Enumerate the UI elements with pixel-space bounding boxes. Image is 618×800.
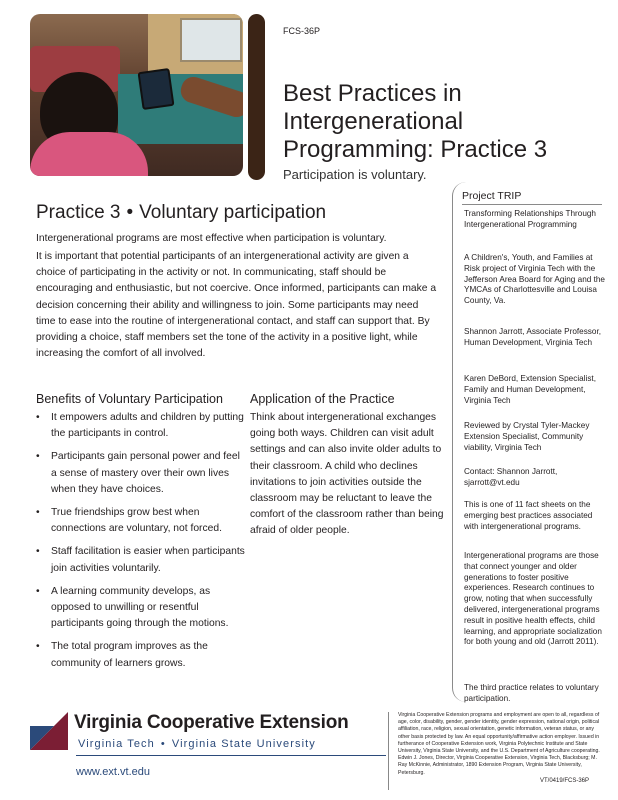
- list-item: [36, 449, 248, 498]
- page-title: [283, 80, 603, 164]
- application-text: Think about intergenerational exchanges going both ways. Children can visit adult settings and can also invite older adults to their classroom. A child who declines invitations to join activities outside the classroom may be reluctant to leave the comfort of the classroom rather than being afraid of older people.: [250, 412, 444, 537]
- bullet-glyph: •: [36, 641, 40, 653]
- benefit-text: Participants gain personal power and feel a sense of mastery over their own lives when they have choices.: [51, 451, 240, 495]
- intro-paragraph: Intergenerational programs are most effective when participation is voluntary.: [36, 233, 387, 244]
- benefit-text: Staff facilitation is easier when participants join activities voluntarily.: [51, 546, 245, 574]
- list-item: [36, 639, 248, 671]
- vce-logo-icon: [30, 712, 68, 750]
- sidebar-paragraph: Intergenerational programs are those that connect younger and older generations to foster positive experiences. Research continues to grow, noting that when successfully delivered, intergenerational programs result in positive health effects, child learning, and appropriate socialization for both young and old (Jarrott 2011).: [464, 551, 602, 647]
- header-photo: [30, 14, 243, 176]
- bullet-glyph: •: [36, 451, 40, 463]
- benefit-text: It empowers adults and children by putting the participants in control.: [51, 412, 244, 440]
- footer-rule: [76, 755, 386, 756]
- sidebar-title: Project TRIP: [462, 190, 522, 202]
- bullet-glyph: •: [36, 412, 40, 423]
- university-2: Virginia State University: [171, 738, 316, 750]
- page-subtitle: Participation is voluntary.: [283, 167, 427, 182]
- website-link[interactable]: www.ext.vt.edu: [76, 766, 150, 778]
- university-1: Virginia Tech: [78, 738, 155, 750]
- sidebar-paragraph: The third practice relates to voluntary participation.: [464, 683, 599, 703]
- practice-heading: [36, 202, 326, 224]
- list-item: [36, 505, 248, 537]
- header-divider-bar: [248, 14, 265, 180]
- bullet-glyph: •: [36, 507, 40, 519]
- list-item: [36, 410, 248, 442]
- bullet-glyph: •: [36, 585, 40, 597]
- title-line-3: Programming: Practice 3: [283, 136, 548, 163]
- sidebar-rule: [462, 204, 602, 205]
- benefits-heading: Benefits of Voluntary Participation: [36, 392, 223, 406]
- university-names: [78, 738, 316, 750]
- sidebar-paragraph: This is one of 11 fact sheets on the emerging best practices associated with intergenerational programs.: [464, 500, 593, 531]
- document-code: FCS-36P: [283, 26, 321, 36]
- equal-opportunity-statement: Virginia Cooperative Extension programs and employment are open to all, regardless of age, color, disability, gender, gender identity, gender expression, national origin, political affiliation, race, religion, sexual orientation, genetic information, veteran status, or any other basis protected by law. An equal opportunity/affirmative action employer. Issued in furtherance of Cooperative Extension work, Virginia Polytechnic Institute and State University, Virginia State University, and the U.S. Department of Agriculture cooperating. Edwin J. Jones, Director, Virginia Cooperative Extension, Virginia Tech, Blacksburg; M. Ray McKinnie, Administrator, 1890 Extension Program, Virginia State University, Petersburg.: [398, 712, 600, 776]
- practice-name: Voluntary participation: [139, 202, 327, 223]
- benefits-list: [36, 410, 248, 679]
- sidebar-paragraph: Reviewed by Crystal Tyler-Mackey Extension Specialist, Community viability, Virginia Tech: [464, 421, 590, 452]
- practice-label: Practice 3: [36, 202, 121, 223]
- sidebar-paragraph: Shannon Jarrott, Associate Professor, Human Development, Virginia Tech: [464, 327, 601, 347]
- practice-separator: •: [126, 202, 134, 223]
- publication-code: VT/0419/FCS-36P: [540, 778, 590, 784]
- title-line-2: Intergenerational: [283, 108, 464, 135]
- sidebar-paragraph: Transforming Relationships Through Intergenerational Programming: [464, 209, 596, 229]
- benefit-text: A learning community develops, as opposed to unwilling or resentful participants going through the motions.: [51, 585, 229, 630]
- organization-name: Virginia Cooperative Extension: [74, 712, 349, 733]
- sidebar-paragraph: Contact: Shannon Jarrott, sjarrott@vt.edu: [464, 467, 558, 487]
- bullet-glyph: •: [36, 546, 40, 558]
- application-heading: Application of the Practice: [250, 392, 395, 406]
- list-item: [36, 544, 248, 576]
- list-item: [36, 584, 248, 633]
- title-line-1: Best Practices in: [283, 80, 462, 107]
- benefit-text: The total program improves as the community of learners grows.: [51, 641, 208, 669]
- benefit-text: True friendships grow best when connections are voluntary, not forced.: [51, 507, 222, 535]
- body-paragraph: It is important that potential participants of an intergenerational activity are given a choice of participating in the activity or not. In communicating, staff should be encouraging and enthusiastic, but not coercive. Once informed, participants can make a decision concerning their ability and willingness to join. Some participants may need time to ease into the routine of intergenerational contact, and staff can support that. By providing a choice, staff members set the tone of the activity in a positive light, while increasing the comfort of all involved.: [36, 251, 437, 360]
- university-separator: •: [160, 738, 166, 750]
- sidebar-paragraph: A Children's, Youth, and Families at Risk project of Virginia Tech with the Jefferson Area Board for Aging and the YMCAs of Charlottesville and Louisa County, Va.: [464, 253, 605, 306]
- footer-divider: [388, 712, 389, 790]
- sidebar-paragraph: Karen DeBord, Extension Specialist, Family and Human Development, Virginia Tech: [464, 374, 596, 405]
